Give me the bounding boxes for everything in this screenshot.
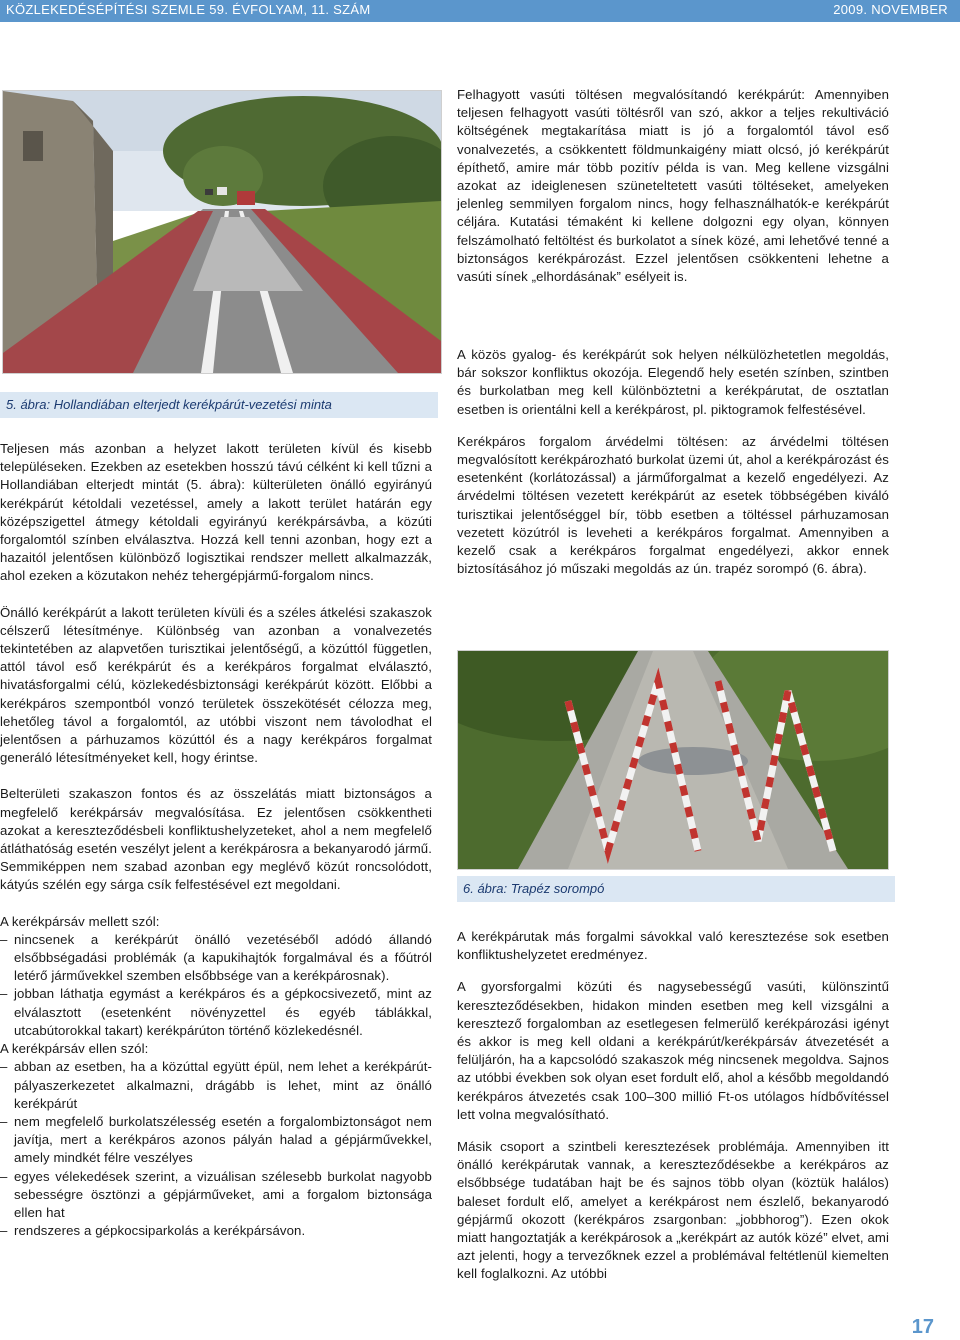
right-column-top: [457, 86, 889, 286]
figure-5-caption: 5. ábra: Hollandiában elterjedt kerékpárút-vezetési minta: [0, 392, 438, 418]
road-photo-illustration: [3, 91, 441, 373]
con-heading: A kerékpársáv ellen szól:: [0, 1041, 149, 1057]
left-column: [0, 440, 432, 1240]
list-item: – abban az esetben, ha a közúttal együtt épül, nem lehet a kerékpárút-pályaszerkezetet alkalmazni, drágább is lehet, mint az önálló kerékpárút: [0, 1059, 432, 1111]
paragraph: A gyorsforgalmi közúti és nagysebességű vasúti, különszintű kereszteződésekben, hidakon minden esetben meg kell vizsgálni a keresztező forgalomban az esetlegesen felmerülő kerékpározási igényt és akkor is meg kell oldani a kerékpárút/kerékpársáv átvezetését a felüljárón, ha a kapcsolódó szakaszok még nincsenek megoldva. Sajnos az utóbbi években sok olyan eset fordult elő, ahol a később megoldandó kerékpáros átvezetés csak 100–300 millió Ft-os utólagos hídbővítéssel lett volna megvalósítható.: [457, 979, 889, 1122]
figure-6-caption: 6. ábra: Trapéz sorompó: [457, 876, 895, 902]
paragraph: A kerékpárutak más forgalmi sávokkal való keresztezése sok esetben konfliktushelyzetet eredményez.: [457, 929, 889, 963]
list-item: – nincsenek a kerékpárút önálló vezetéséből adódó állandó elsőbbségadási problémák (a kapukihajtók forgalmával és a főútról letérő járművekkel szemben elsőbbsége van a kerékpárosnak).: [0, 931, 432, 984]
barrier-photo-illustration: [458, 651, 888, 869]
list-item: – nem megfelelő burkolatszélesség esetén a forgalombiztonságot nem javítja, mert a kerékpáros azonos pályán halad a gépjárművekkel, amely mindkét félre veszélyes: [0, 1113, 432, 1166]
page-number: 17: [911, 1316, 934, 1338]
list-item: – egyes vélekedések szerint, a vizuálisan szélesebb burkolat nagyobb sebességre ösztönzi a gépjárműveket, ami a forgalom biztonsága ellen hat: [0, 1168, 432, 1220]
right-column-middle: [457, 346, 889, 578]
paragraph: Belterületi szakaszon fontos és az összelátás miatt biztonságos a megfelelő kerékpársáv megvalósítása. Ez jelentősen csökkentheti azokat a kereszteződésbeli konfliktushelyzeteket, ahol a nem megfelelő átláthatóság esetén veszélyt jelent a kerékpárosra a bekanyarodó jármű. Semmiképpen nem szabad azonban egy meglévő közút roncsolódott, kátyús szélén egy sárga csík felfestésével ezt megoldani.: [0, 786, 432, 893]
running-header: [0, 0, 960, 22]
paragraph: Kerékpáros forgalom árvédelmi töltésen: az árvédelmi töltésen megvalósított kerékpározható burkolat üzemi út, ahol a kerékpározást és esetenként (korlátozással) a járműforgalmat a kezelő engedélyezi. Az árvédelmi töltésen vezetett kerékpárút az esetek többségében kiváló turisztikai jelentőséggel bír, több esetben a töltéssel párhuzamosan vezetett közútról is leveheti a kerékpáros forgalmat. Amennyiben a kezelő csak a kerékpáros forgalmat engedélyezi, akkor ennek biztosításához jó műszaki megoldás az ún. trapéz sorompó (6. ábra).: [457, 433, 889, 577]
paragraph: Teljesen más azonban a helyzet lakott területen kívül és kisebb településeken. Ezekben az esetekben hosszú távú célként ki kell tűzni a Hollandiában elterjedt mintát (5. ábra): külterületen önálló egyirányú kerékpárút kétoldali vezetéssel, amely a lakott terület határán egy középszigettel átmegy kétoldali egyirányú kerékpársávba, a közúti forgalomtól színben elválasztva. Hozzá kell tenni azonban, hogy ezt a hazaitól jelentősen különböző logisztikai rendszer mellett alkalmazzák, ahol ezeken a közutakon nehéz tehergépjármű-forgalom nincs.: [0, 441, 432, 584]
figure-5-photo: [2, 90, 442, 374]
figure-6-photo: [457, 650, 889, 870]
paragraph: A közös gyalog- és kerékpárút sok helyen nélkülözhetetlen megoldás, bár sokszor konfliktus okozója. Elegendő hely esetén színben, szintben és burkolatban meg kell különböztetni a kerékpárutat, de osztatlan esetben is orientálni kell a kerékpárost, pl. piktogramok felfestésével.: [457, 347, 889, 417]
list-item: – rendszeres a gépkocsiparkolás a kerékpársávon.: [0, 1223, 306, 1239]
list-item: – jobban láthatja egymást a kerékpáros és a gépkocsivezető, mint az elválasztott (esetenként növényzettel és egyéb táblákkal, utcabútorokkal takart) kerékpárúton történő közlekedésnél.: [0, 986, 432, 1038]
journal-title: KÖZLEKEDÉSÉPÍTÉSI SZEMLE 59. ÉVFOLYAM, 11. SZÁM: [6, 2, 371, 17]
paragraph: Felhagyott vasúti töltésen megvalósítandó kerékpárút: Amennyiben teljesen felhagyott vasúti töltésről van szó, akkor a teljes rekultiváció költségének megtakarítása miatt is jó a forgalomtól távol eső vonalvezetés, a csökkentett földmunkaigény miatt olcsó, jó kerékpárút építhető, amire már több pozitív példa is van. Meg kellene vizsgálni azokat az ideiglenesen szüneteltetett vasúti töltéseket, amelyeken jelenleg semmilyen forgalom nincs, hogy felhasználhatók-e kerékpárút céljára. Kutatási témaként ki kellene dolgozni egy olyan, könnyen felszámolható feltöltést és burkolatot a sínek közé, ami lehetővé tenné a biztonságos kerékpározást. Ezzel jelentősen csökkenteni lehetne a vasúti sínek „elhordásának” esélyeit is.: [457, 87, 889, 285]
right-column-bottom: [457, 928, 889, 1284]
paragraph: Másik csoport a szintbeli keresztezések problémája. Amennyiben itt önálló kerékpárutak vannak, a kereszteződésekbe a kerékpáros az elsőbbsége tudatában hajt be és sajnos több olyan (köztük halálos) baleset fordult elő, amelyet a kerékpárost nem észlelő, bekanyarodó gépjármű okozott (kerékpáros zsargonban: „jobbhorog”). Ezen okok miatt hangoztatják a kerékpárosok a „kerékpárt az autók közé” elvet, ami azt jelenti, hogy a tervezőknek ezzel a problémával feltétlenül kiemelten kell foglalkozni. Az utóbbi: [457, 1139, 889, 1282]
paragraph: Önálló kerékpárút a lakott területen kívüli és a széles átkelési szakaszok célszerű létesítménye. Különbség van azonban a vonalvezetés tekintetében az alapvetően turisztikai jelentőségű, a közúttól független, attól távol eső kerékpárút és a kerékpáros forgalmat elválasztó, hivatásforgalmi célú, közlekedésbiztonsági kerékpárút között. Előbbi a kerékpáros szempontból vonzó területek összekötését célozza meg, lehetőleg távol a forgalomtól, az utóbbi viszont nem távolodhat el jelentősen a párhuzamos közúttól és a nagy kerékpáros forgalmat generáló létesítményeket kell, hogy érintse.: [0, 604, 432, 766]
issue-date: 2009. NOVEMBER: [833, 2, 948, 17]
pro-heading: A kerékpársáv mellett szól:: [0, 913, 160, 929]
